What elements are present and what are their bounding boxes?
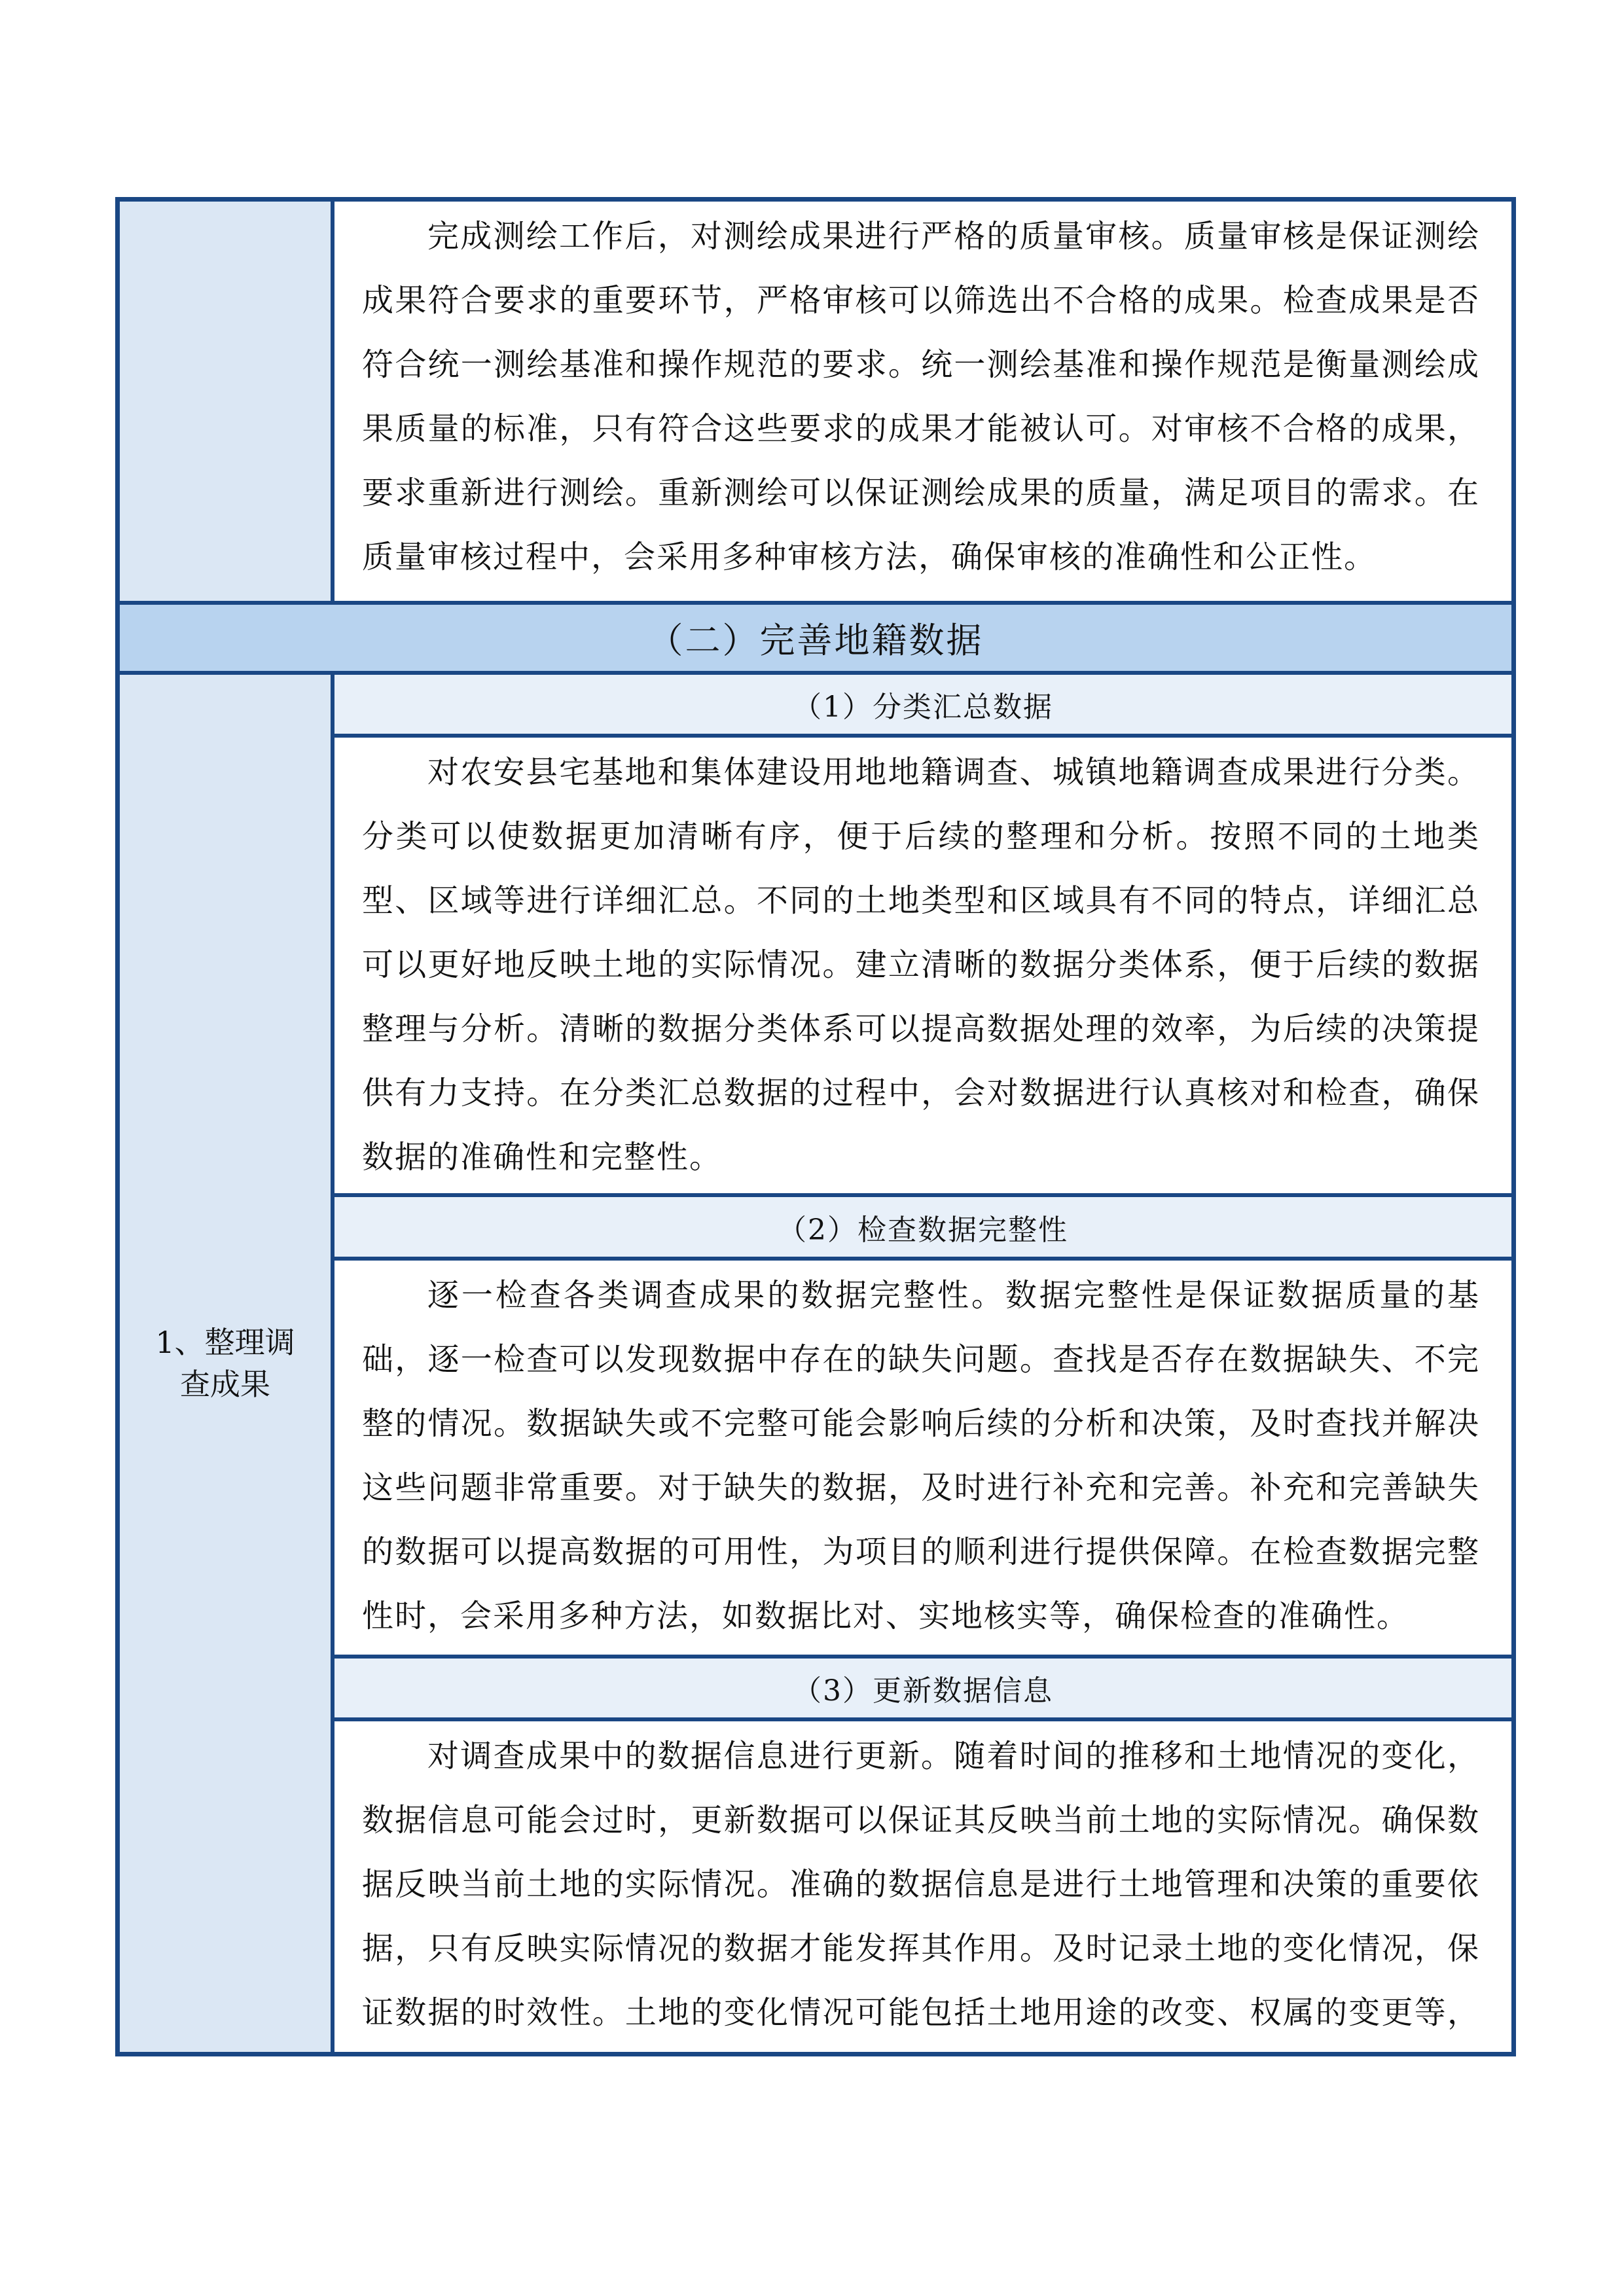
- text-line: 型、区域等进行详细汇总。不同的土地类型和区域具有不同的特点，详细汇总: [362, 882, 1480, 919]
- section-title: （二）完善地籍数据: [647, 620, 984, 661]
- text-line: 逐一检查各类调查成果的数据完整性。数据完整性是保证数据质量的基: [427, 1277, 1480, 1314]
- row-label-cell: [120, 675, 334, 2052]
- text-line: 性时，会采用多种方法，如数据比对、实地核实等，确保检查的准确性。: [362, 1598, 1410, 1634]
- subsection-header-2: [334, 1197, 1511, 1257]
- row-label-line: 1、整理调: [155, 1325, 295, 1360]
- text-line: 成果符合要求的重要环节，严格审核可以筛选出不合格的成果。检查成果是否: [362, 282, 1480, 319]
- subsection-header-3: [334, 1659, 1511, 1717]
- subsection-title: （1）分类汇总数据: [793, 691, 1053, 724]
- text-line: 的数据可以提高数据的可用性，为项目的顺利进行提供保障。在检查数据完整: [362, 1534, 1480, 1570]
- text-line: 数据的准确性和完整性。: [362, 1139, 723, 1175]
- text-line: 分类可以使数据更加清晰有序，便于后续的整理和分析。按照不同的土地类: [362, 818, 1480, 855]
- left-column-cell-top: [120, 202, 334, 601]
- intro-text-cell: [334, 202, 1511, 601]
- subsection-header-1: [334, 675, 1511, 734]
- text-line: 这些问题非常重要。对于缺失的数据，及时进行补充和完善。补充和完善缺失: [362, 1469, 1480, 1506]
- text-line: 符合统一测绘基准和操作规范的要求。统一测绘基准和操作规范是衡量测绘成: [362, 346, 1480, 383]
- row-label-line: 查成果: [180, 1367, 270, 1402]
- section-header: [120, 605, 1511, 671]
- content-table: [115, 197, 1516, 2056]
- text-line: 数据信息可能会过时，更新数据可以保证其反映当前土地的实际情况。确保数: [362, 1802, 1480, 1839]
- subsection-paragraph: [362, 1263, 1480, 1648]
- subsection-title: （3）更新数据信息: [793, 1674, 1053, 1708]
- text-line: 要求重新进行测绘。重新测绘可以保证测绘成果的质量，满足项目的需求。在: [362, 475, 1480, 511]
- text-line: 证数据的时效性。土地的变化情况可能包括土地用途的改变、权属的变更等，: [362, 1994, 1480, 2031]
- text-line: 完成测绘工作后，对测绘成果进行严格的质量审核。质量审核是保证测绘: [427, 218, 1480, 255]
- text-line: 可以更好地反映土地的实际情况。建立清晰的数据分类体系，便于后续的数据: [362, 946, 1480, 983]
- text-line: 整理与分析。清晰的数据分类体系可以提高数据处理的效率，为后续的决策提: [362, 1011, 1480, 1047]
- text-line: 供有力支持。在分类汇总数据的过程中，会对数据进行认真核对和检查，确保: [362, 1075, 1480, 1111]
- subsection-title: （2）检查数据完整性: [778, 1213, 1068, 1247]
- text-line: 质量审核过程中，会采用多种审核方法，确保审核的准确性和公正性。: [362, 539, 1377, 575]
- subsection-paragraph: [362, 1724, 1480, 2045]
- subsection-text-2: [334, 1261, 1511, 1655]
- intro-paragraph: [362, 204, 1480, 589]
- text-line: 据，只有反映实际情况的数据才能发挥其作用。及时记录土地的变化情况，保: [362, 1930, 1480, 1967]
- text-line: 整的情况。数据缺失或不完整可能会影响后续的分析和决策，及时查找并解决: [362, 1405, 1480, 1442]
- text-line: 据反映当前土地的实际情况。准确的数据信息是进行土地管理和决策的重要依: [362, 1866, 1480, 1903]
- text-line: 础，逐一检查可以发现数据中存在的缺失问题。查找是否存在数据缺失、不完: [362, 1341, 1480, 1378]
- subsection-paragraph: [362, 740, 1480, 1189]
- subsection-text-3: [334, 1721, 1511, 2052]
- text-line: 对调查成果中的数据信息进行更新。随着时间的推移和土地情况的变化，: [427, 1738, 1480, 1774]
- subsection-text-1: [334, 738, 1511, 1193]
- text-line: 对农安县宅基地和集体建设用地地籍调查、城镇地籍调查成果进行分类。: [427, 754, 1480, 791]
- text-line: 果质量的标准，只有符合这些要求的成果才能被认可。对审核不合格的成果，: [362, 410, 1480, 447]
